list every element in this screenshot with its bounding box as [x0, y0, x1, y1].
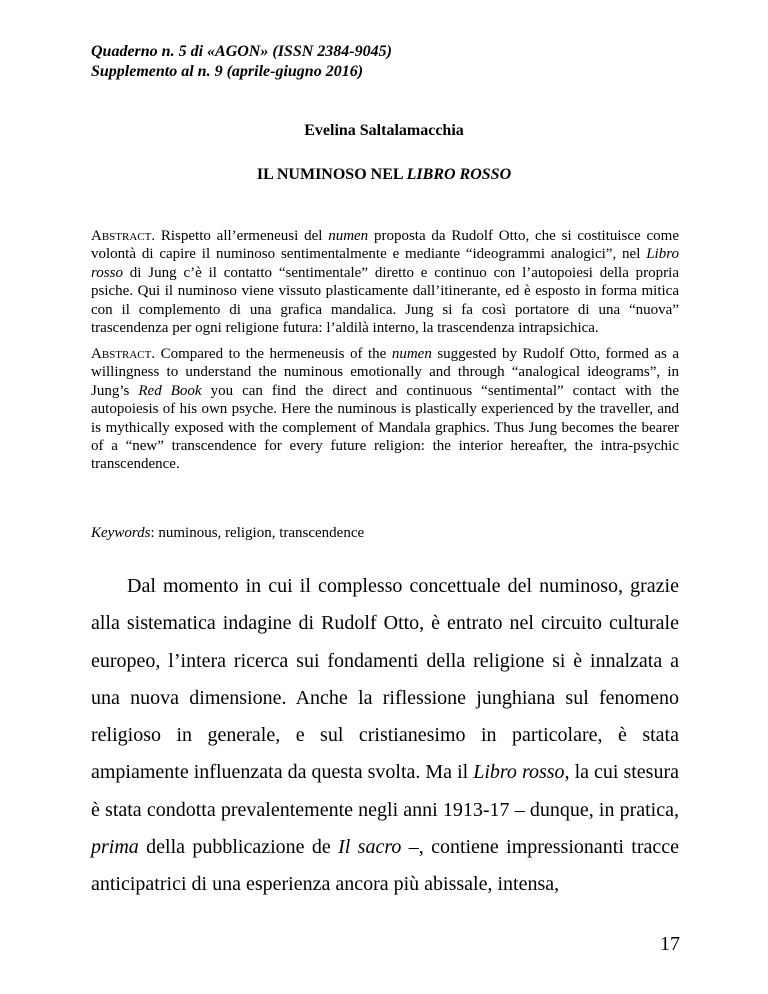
body-text-4: –, contiene impressionanti tracce anticipatrici di una esperienza ancora più abissale, intensa,	[91, 836, 679, 896]
body-italic-3: Il sacro	[338, 836, 402, 859]
abstract-italian-label: Abstract.	[91, 228, 156, 244]
abstract-italian-italic-1: numen	[328, 228, 369, 244]
body-paragraph	[91, 568, 679, 904]
abstract-english	[91, 345, 679, 474]
keywords	[91, 524, 364, 542]
title-prefix: IL NUMINOSO NEL	[256, 166, 407, 183]
body-italic-2: prima	[91, 836, 139, 859]
body-italic-1: Libro rosso	[473, 761, 565, 784]
journal-header-line-2: Supplemento al n. 9 (aprile-giugno 2016)	[91, 63, 364, 80]
body-text-2: , la cui stesura è stata condotta prevalentemente negli anni 1913-17 – dunque, in pratica,	[91, 761, 679, 821]
title-italic: LIBRO ROSSO	[406, 166, 512, 183]
abstract-english-italic-2: Red Book	[138, 382, 202, 399]
keywords-text: : numinous, religion, transcendence	[150, 525, 365, 541]
abstract-english-italic-1: numen	[391, 346, 432, 362]
abstract-italian-text-3: di Jung c’è il contatto “sentimentale” diretto e continuo con l’autopoiesi della propria psiche. Qui il numinoso viene vissuto plasticamente dall’itinerante, ed è esposto in forma mitica con il complemento di una grafica mandalica. Jung si fa così portatore di una “nuova” trascendenza per ogni religione futura: l’aldilà interno, la trascendenza intrapsichica.	[91, 264, 679, 337]
keywords-label: Keywords	[91, 525, 151, 541]
abstract-italian-text-2: proposta da Rudolf Otto, che si costituisce come volontà di capire il numinoso sentimentalmente e mediante “ideogrammi analogici”, nel	[91, 228, 679, 263]
body-text-1: Dal momento in cui il complesso concettuale del numinoso, grazie alla sistematica indagine di Rudolf Otto, è entrato nel circuito culturale europeo, l’intera ricerca sui fondamenti della religione si è innalzata a una nuova dimensione. Anche la riflessione junghiana sul fenomeno religioso in generale, e sul cristianesimo in particolare, è stata ampiamente influenzata da questa svolta. Ma il	[91, 575, 679, 784]
abstract-italian-italic-2: Libro rosso	[91, 246, 679, 281]
author-name: Evelina Saltalamacchia	[304, 122, 464, 139]
article-title	[0, 165, 768, 185]
journal-header-line-1: Quaderno n. 5 di «AGON» (ISSN 2384-9045)	[91, 43, 392, 60]
page-number: 17	[660, 933, 680, 955]
abstract-english-text-2: suggested by Rudolf Otto, formed as a willingness to understand the numinous emotionally and through “analogical ideograms”, in Jung’s	[91, 346, 679, 399]
abstract-english-text-3: you can find the direct and continuous “sentimental” contact with the autopoiesis of his own psyche. Here the numinous is plastically experienced by the traveller, and is mythically exposed with the complement of Mandala graphics. Thus Jung becomes the bearer of a “new” transcendence for every future religion: the interior hereafter, the intra-psychic transcendence.	[91, 382, 680, 473]
abstract-italian-text-1: Rispetto all’ermeneusi del	[155, 228, 329, 244]
body-text-3: della pubblicazione de	[138, 836, 339, 859]
abstract-english-label: Abstract.	[91, 346, 156, 362]
abstract-italian	[91, 227, 679, 337]
abstract-english-text-1: Compared to the hermeneusis of the	[155, 346, 392, 362]
